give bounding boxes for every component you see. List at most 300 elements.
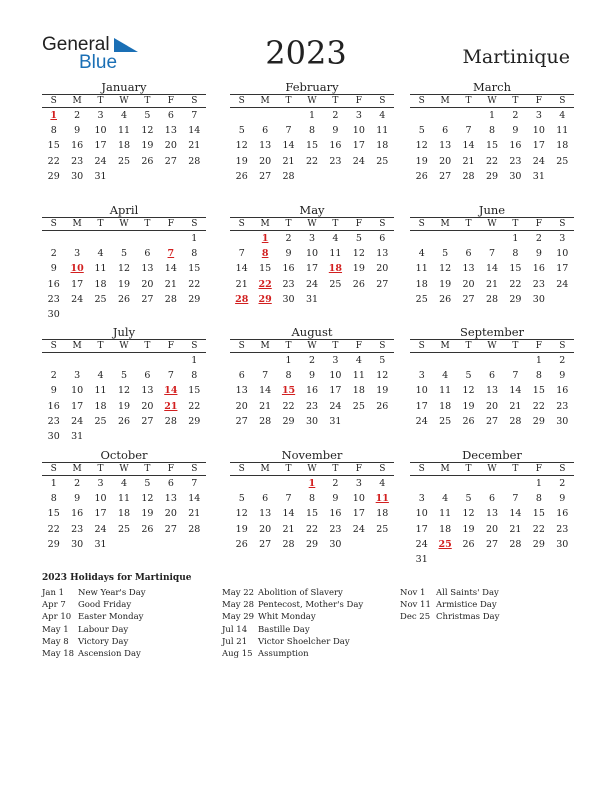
- day-cell: 13: [485, 385, 499, 397]
- day-cell: 9: [308, 370, 316, 382]
- day-cell: 23: [282, 278, 295, 290]
- holiday-entry: [222, 636, 363, 648]
- weekday-label: M: [440, 464, 450, 474]
- holiday-entry: [400, 611, 499, 623]
- day-cell: 16: [532, 263, 545, 275]
- day-cell: 1: [535, 355, 542, 366]
- empty-cell: [480, 233, 503, 248]
- holiday-date: May 1: [42, 624, 69, 635]
- day-cell: 8: [488, 125, 496, 137]
- weekday-label: T: [465, 219, 472, 229]
- day-cell: 2: [285, 233, 292, 244]
- day-cell: 10: [71, 385, 84, 397]
- month-title: June: [478, 203, 506, 217]
- day-cell: 10: [556, 248, 569, 260]
- day-cell: 13: [164, 125, 177, 137]
- day-cell: 1: [535, 478, 542, 489]
- weekday-label: M: [72, 219, 82, 229]
- day-cell: 24: [556, 278, 569, 290]
- day-cell: 15: [532, 508, 545, 520]
- empty-cell: [136, 355, 159, 370]
- day-cell: 6: [167, 110, 174, 121]
- day-cell: 30: [556, 538, 569, 550]
- day-cell: 30: [329, 538, 342, 550]
- day-cell: 14: [509, 508, 522, 520]
- day-grid: [230, 478, 394, 554]
- day-cell: 6: [465, 248, 472, 260]
- day-cell: 3: [535, 110, 542, 121]
- holiday-date: May 29: [222, 612, 255, 623]
- day-cell: 24: [415, 415, 428, 427]
- empty-cell: [480, 355, 503, 370]
- day-cell: 14: [282, 508, 295, 520]
- empty-cell: [457, 355, 480, 370]
- day-cell: 4: [379, 110, 386, 121]
- day-cell: 2: [512, 110, 519, 121]
- month-january: [42, 80, 206, 186]
- day-cell: 27: [439, 170, 452, 182]
- day-cell: 18: [376, 140, 389, 152]
- day-cell: 15: [305, 508, 319, 520]
- weekday-label: S: [191, 219, 198, 229]
- day-cell: 7: [465, 125, 472, 137]
- empty-cell: [433, 233, 456, 248]
- day-cell: 14: [235, 263, 248, 275]
- empty-cell: [89, 355, 112, 370]
- day-cell: 14: [164, 263, 177, 275]
- day-cell: 29: [188, 415, 201, 427]
- day-cell: 19: [462, 523, 475, 535]
- day-grid: [42, 110, 206, 186]
- day-cell: 9: [74, 493, 81, 505]
- day-cell: 12: [439, 263, 452, 275]
- day-cell: 9: [50, 385, 57, 397]
- day-cell: 2: [332, 478, 339, 489]
- weekday-label: T: [97, 96, 104, 106]
- weekday-label: M: [440, 341, 450, 351]
- day-cell: 22: [532, 523, 545, 535]
- empty-cell: [457, 110, 480, 125]
- day-cell: 9: [74, 125, 81, 137]
- weekday-label: T: [97, 219, 104, 229]
- holiday-date: Nov 11: [400, 600, 431, 611]
- day-cell: 25: [117, 523, 131, 535]
- weekday-label: M: [440, 219, 450, 229]
- holiday-date: May 22: [222, 588, 255, 598]
- day-cell: 24: [532, 155, 545, 167]
- day-cell: 25: [439, 415, 452, 427]
- day-cell: 26: [462, 415, 475, 427]
- empty-cell: [277, 110, 300, 125]
- day-cell: 2: [50, 370, 57, 382]
- day-cell: 1: [191, 233, 198, 244]
- weekday-label: W: [119, 219, 129, 229]
- holiday-name: Victory Day: [78, 636, 129, 647]
- day-cell: 15: [47, 140, 60, 152]
- month-title: November: [281, 448, 343, 462]
- day-cell: 21: [509, 523, 522, 535]
- day-cell: 29: [532, 538, 545, 550]
- holiday-column: [42, 587, 146, 660]
- day-cell: 13: [141, 385, 154, 397]
- empty-cell: [230, 110, 253, 125]
- day-cell: 4: [442, 370, 449, 382]
- day-cell: 30: [509, 170, 522, 182]
- weekday-label: W: [119, 464, 129, 474]
- weekday-label: S: [379, 341, 386, 351]
- weekday-label: S: [559, 96, 566, 106]
- month-title: October: [100, 448, 148, 462]
- weekday-label: T: [97, 464, 104, 474]
- day-cell: 21: [509, 400, 522, 412]
- day-cell: 3: [355, 110, 362, 121]
- weekday-label: F: [167, 464, 174, 474]
- holiday-date: Apr 10: [42, 612, 72, 623]
- weekday-header: [42, 217, 206, 231]
- day-cell: 6: [488, 370, 496, 382]
- holiday-date: Dec 25: [400, 612, 431, 623]
- holiday-column: [400, 587, 499, 624]
- weekday-label: S: [379, 96, 386, 106]
- weekday-label: F: [355, 219, 362, 229]
- weekday-label: S: [191, 341, 198, 351]
- holiday-name: Good Friday: [78, 600, 132, 611]
- weekday-label: T: [512, 464, 519, 474]
- day-cell: 13: [235, 385, 248, 397]
- logo-text-general: General: [42, 34, 110, 55]
- day-cell: 23: [47, 293, 60, 305]
- day-cell: 28: [164, 415, 177, 427]
- weekday-label: T: [285, 464, 292, 474]
- weekday-label: W: [119, 341, 129, 351]
- day-cell: 31: [329, 415, 342, 427]
- weekday-label: S: [191, 464, 198, 474]
- day-cell: 21: [164, 278, 177, 290]
- weekday-label: S: [418, 219, 425, 229]
- day-cell: 27: [164, 155, 177, 167]
- weekday-label: T: [144, 341, 151, 351]
- day-cell: 7: [262, 370, 269, 382]
- day-cell: 19: [141, 508, 154, 520]
- day-cell: 9: [285, 248, 292, 260]
- weekday-label: W: [307, 219, 317, 229]
- weekday-label: T: [512, 341, 519, 351]
- day-cell: 4: [332, 233, 339, 244]
- holiday-date: Jul 14: [222, 624, 248, 635]
- day-cell: 6: [262, 493, 269, 505]
- day-cell: 7: [512, 493, 519, 505]
- day-cell: 26: [352, 278, 365, 290]
- holiday-day-cell: 21: [164, 400, 178, 412]
- day-cell: 15: [188, 385, 201, 397]
- day-cell: 3: [418, 493, 425, 505]
- month-february: [230, 80, 394, 186]
- day-cell: 21: [188, 508, 201, 520]
- weekday-label: S: [238, 464, 245, 474]
- holiday-entry: [42, 636, 146, 648]
- holiday-date: Aug 15: [222, 648, 253, 659]
- day-cell: 5: [120, 248, 128, 260]
- empty-cell: [433, 478, 456, 493]
- weekday-label: W: [487, 219, 497, 229]
- weekday-label: W: [487, 341, 497, 351]
- day-cell: 26: [141, 155, 154, 167]
- day-cell: 5: [355, 233, 362, 244]
- weekday-label: W: [307, 341, 317, 351]
- day-cell: 13: [164, 493, 177, 505]
- day-cell: 10: [352, 125, 365, 137]
- day-cell: 17: [415, 523, 428, 535]
- day-cell: 20: [485, 523, 499, 535]
- day-cell: 17: [415, 400, 428, 412]
- holiday-list-title: 2023 Holidays for Martinique: [42, 573, 192, 583]
- weekday-label: F: [167, 219, 174, 229]
- day-cell: 23: [532, 278, 545, 290]
- day-cell: 19: [141, 140, 154, 152]
- calendar-year: 2023: [265, 34, 347, 72]
- day-cell: 5: [238, 125, 245, 137]
- day-cell: 8: [50, 493, 57, 505]
- weekday-label: M: [72, 464, 82, 474]
- holiday-date: Apr 7: [42, 600, 66, 611]
- day-cell: 28: [509, 538, 522, 550]
- holiday-day-cell: 18: [328, 263, 343, 275]
- day-cell: 15: [305, 140, 319, 152]
- day-cell: 31: [305, 293, 319, 305]
- day-cell: 26: [415, 170, 428, 182]
- day-cell: 6: [262, 125, 269, 137]
- day-cell: 13: [141, 263, 154, 275]
- day-cell: 24: [94, 155, 107, 167]
- weekday-label: T: [465, 96, 472, 106]
- day-cell: 15: [47, 508, 60, 520]
- day-cell: 28: [485, 293, 499, 305]
- empty-cell: [159, 355, 182, 370]
- day-cell: 9: [332, 125, 339, 137]
- month-title: July: [112, 325, 136, 339]
- day-cell: 29: [47, 538, 60, 550]
- weekday-label: T: [285, 219, 292, 229]
- day-cell: 10: [415, 385, 428, 397]
- day-cell: 27: [164, 523, 177, 535]
- day-cell: 17: [532, 140, 545, 152]
- empty-cell: [433, 110, 456, 125]
- empty-cell: [230, 478, 253, 493]
- holiday-entry: [42, 611, 146, 623]
- day-cell: 23: [556, 523, 569, 535]
- holiday-day-cell: 11: [375, 493, 389, 505]
- holiday-entry: [42, 587, 146, 599]
- month-title: April: [109, 203, 139, 217]
- holiday-entry: [222, 599, 363, 611]
- day-cell: 12: [117, 385, 131, 397]
- day-cell: 30: [532, 293, 545, 305]
- day-cell: 23: [329, 523, 342, 535]
- empty-cell: [410, 478, 433, 493]
- weekday-label: T: [512, 219, 519, 229]
- day-cell: 4: [97, 248, 104, 260]
- day-cell: 2: [535, 233, 542, 244]
- day-cell: 5: [418, 125, 425, 137]
- holiday-entry: [42, 648, 146, 660]
- day-cell: 17: [352, 140, 365, 152]
- day-cell: 6: [167, 478, 174, 489]
- holiday-day-cell: 1: [261, 233, 269, 244]
- holiday-entry: [42, 624, 146, 636]
- day-cell: 5: [465, 493, 472, 505]
- weekday-label: S: [238, 219, 245, 229]
- holiday-day-cell: 29: [258, 293, 272, 305]
- weekday-label: M: [72, 341, 82, 351]
- day-cell: 31: [532, 170, 545, 182]
- day-cell: 18: [117, 508, 131, 520]
- day-cell: 12: [462, 385, 475, 397]
- day-cell: 1: [285, 355, 292, 366]
- day-cell: 19: [415, 155, 428, 167]
- holiday-name: Christmas Day: [436, 612, 500, 623]
- day-cell: 17: [352, 508, 365, 520]
- day-cell: 11: [352, 370, 365, 382]
- day-cell: 24: [305, 278, 319, 290]
- day-cell: 17: [71, 400, 84, 412]
- day-cell: 7: [285, 125, 292, 137]
- weekday-label: T: [332, 341, 339, 351]
- day-cell: 11: [439, 385, 452, 397]
- day-cell: 30: [282, 293, 295, 305]
- day-cell: 20: [259, 155, 272, 167]
- day-cell: 26: [117, 415, 131, 427]
- holiday-entry: [400, 599, 499, 611]
- day-cell: 18: [352, 385, 365, 397]
- day-cell: 25: [376, 523, 389, 535]
- day-cell: 2: [559, 478, 566, 489]
- day-cell: 25: [117, 155, 131, 167]
- weekday-label: F: [355, 464, 362, 474]
- month-may: [230, 203, 394, 309]
- day-cell: 15: [188, 263, 201, 275]
- weekday-label: S: [559, 464, 566, 474]
- day-cell: 29: [532, 415, 545, 427]
- day-cell: 19: [235, 155, 248, 167]
- weekday-header: [42, 94, 206, 108]
- day-cell: 26: [235, 170, 248, 182]
- day-cell: 5: [144, 110, 151, 121]
- weekday-label: S: [379, 219, 386, 229]
- weekday-label: M: [260, 464, 270, 474]
- weekday-label: F: [535, 219, 542, 229]
- day-cell: 30: [71, 538, 84, 550]
- country-name: Martinique: [462, 46, 570, 68]
- day-cell: 22: [509, 278, 522, 290]
- holiday-entry: [222, 648, 363, 660]
- day-cell: 23: [509, 155, 522, 167]
- weekday-label: M: [260, 341, 270, 351]
- day-cell: 26: [462, 538, 475, 550]
- day-cell: 3: [355, 478, 362, 489]
- day-cell: 17: [556, 263, 569, 275]
- holiday-day-cell: 8: [261, 248, 269, 260]
- day-cell: 24: [71, 415, 84, 427]
- holiday-day-cell: 1: [50, 110, 58, 121]
- day-cell: 20: [259, 523, 272, 535]
- day-cell: 20: [164, 140, 177, 152]
- empty-cell: [89, 233, 112, 248]
- holiday-name: Pentecost, Mother's Day: [258, 600, 364, 611]
- day-cell: 5: [379, 355, 386, 366]
- weekday-label: T: [512, 96, 519, 106]
- month-july: [42, 325, 206, 446]
- day-grid: [410, 233, 574, 309]
- day-cell: 20: [141, 278, 154, 290]
- day-cell: 25: [556, 155, 569, 167]
- holiday-column: [222, 587, 363, 660]
- weekday-label: M: [260, 96, 270, 106]
- weekday-header: [230, 339, 394, 353]
- empty-cell: [277, 478, 300, 493]
- day-cell: 19: [439, 278, 452, 290]
- day-cell: 20: [462, 278, 475, 290]
- empty-cell: [410, 355, 433, 370]
- day-grid: [42, 355, 206, 446]
- day-cell: 22: [47, 523, 60, 535]
- day-cell: 5: [144, 478, 151, 489]
- day-cell: 28: [188, 523, 201, 535]
- day-cell: 19: [376, 385, 389, 397]
- day-cell: 12: [235, 508, 248, 520]
- day-cell: 21: [282, 523, 295, 535]
- month-march: [410, 80, 574, 186]
- day-cell: 14: [188, 493, 201, 505]
- day-cell: 7: [285, 493, 292, 505]
- weekday-label: F: [355, 341, 362, 351]
- weekday-header: [42, 339, 206, 353]
- weekday-label: T: [332, 464, 339, 474]
- weekday-label: W: [487, 96, 497, 106]
- day-cell: 25: [376, 155, 389, 167]
- day-cell: 8: [535, 370, 542, 382]
- day-cell: 19: [235, 523, 248, 535]
- day-cell: 26: [117, 293, 131, 305]
- weekday-header: [410, 462, 574, 476]
- day-cell: 3: [332, 355, 339, 366]
- day-cell: 9: [332, 493, 339, 505]
- day-cell: 7: [512, 370, 519, 382]
- day-cell: 11: [117, 493, 131, 505]
- day-cell: 17: [329, 385, 342, 397]
- day-cell: 18: [117, 140, 131, 152]
- day-cell: 7: [191, 110, 198, 121]
- day-cell: 14: [188, 125, 201, 137]
- day-cell: 18: [415, 278, 428, 290]
- day-cell: 3: [97, 478, 104, 489]
- empty-cell: [457, 478, 480, 493]
- day-cell: 6: [488, 493, 496, 505]
- weekday-label: S: [418, 96, 425, 106]
- day-cell: 13: [259, 140, 272, 152]
- day-cell: 29: [305, 538, 319, 550]
- day-cell: 6: [144, 248, 151, 260]
- month-september: [410, 325, 574, 431]
- day-cell: 4: [379, 478, 386, 489]
- day-cell: 3: [97, 110, 104, 121]
- day-cell: 26: [376, 400, 389, 412]
- month-april: [42, 203, 206, 324]
- day-cell: 16: [305, 385, 319, 397]
- day-cell: 25: [329, 278, 342, 290]
- weekday-label: T: [465, 341, 472, 351]
- day-cell: 22: [532, 400, 545, 412]
- day-cell: 2: [74, 110, 81, 121]
